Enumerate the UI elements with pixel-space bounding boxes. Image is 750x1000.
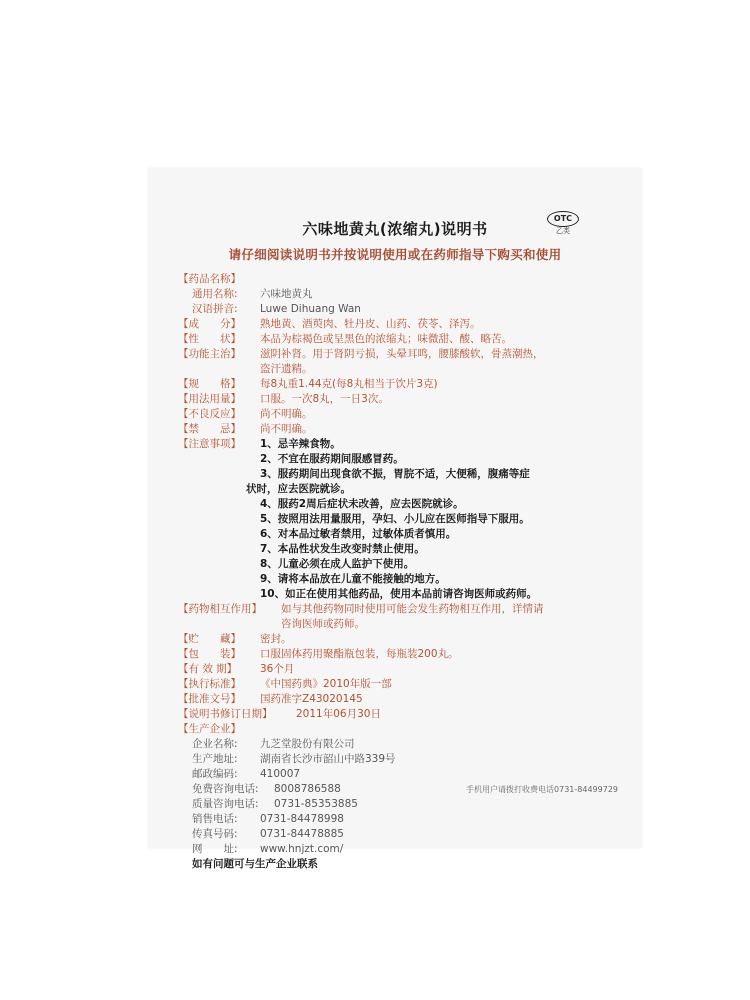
note-item: 5、按照用法用量服用，孕妇、小儿应在医师指导下服用。: [260, 513, 530, 525]
company-zip-row: [178, 767, 618, 782]
company-quality-row: [178, 797, 618, 812]
company-name-row: [178, 737, 618, 752]
storage-value: 密封。: [260, 633, 292, 645]
function-row: [178, 347, 618, 362]
package-value: 口服固体药用聚酯瓶包装，每瓶装200丸。: [260, 648, 459, 660]
note-item: 7、本品性状发生改变时禁止使用。: [260, 543, 425, 555]
contra-row: [178, 422, 618, 437]
company-web-label: 网 址:: [192, 843, 238, 855]
otc-mark: OTC: [547, 211, 579, 227]
adverse-label: 【不良反应】: [178, 408, 241, 420]
manufacturer-label: 【生产企业】: [178, 723, 241, 735]
note-item: 2、不宜在服药期间服感冒药。: [260, 453, 404, 465]
dosage-value: 口服。一次8丸，一日3次。: [260, 393, 389, 405]
company-fax-value: 0731-84478885: [260, 828, 344, 840]
note-item: 10、如正在使用其他药品，使用本品前请咨询医师或药师。: [260, 588, 538, 600]
validity-value: 36个月: [260, 663, 295, 675]
standard-value: 《中国药典》2010年版一部: [260, 678, 392, 690]
note-item: 状时，应去医院就诊。: [246, 483, 351, 495]
sections-body: [178, 272, 618, 872]
standard-label: 【执行标准】: [178, 678, 241, 690]
company-sales-label: 销售电话:: [192, 813, 238, 825]
note-item: 1、忌辛辣食物。: [260, 438, 341, 450]
adverse-value: 尚不明确。: [260, 408, 313, 420]
storage-label: 【贮 藏】: [178, 633, 241, 645]
spec-row: [178, 377, 618, 392]
instruction-sheet: [148, 168, 642, 870]
note-item: 4、服药2周后症状未改善，应去医院就诊。: [260, 498, 464, 510]
property-label: 【性 状】: [178, 333, 241, 345]
ingredients-label: 【成 分】: [178, 318, 241, 330]
notes-row: [178, 437, 618, 452]
pinyin-label: 汉语拼音:: [192, 303, 238, 315]
usage-warning: 请仔细阅读说明书并按说明使用或在药师指导下购买和使用: [228, 247, 562, 262]
contact-footer: 如有问题可与生产企业联系: [192, 858, 318, 870]
standard-row: [178, 677, 618, 692]
interaction-label: 【药物相互作用】: [178, 603, 262, 615]
company-hotline-label: 免费咨询电话:: [192, 783, 259, 795]
company-address-value: 湖南省长沙市韶山中路339号: [260, 753, 396, 765]
otc-badge: [544, 206, 582, 236]
company-zip-value: 410007: [260, 768, 301, 780]
note-item: 9、请将本品放在儿童不能接触的地方。: [260, 573, 446, 585]
company-sales-value: 0731-84478998: [260, 813, 344, 825]
common-name-value: 六味地黄丸: [260, 288, 313, 300]
drug-name-label: 【药品名称】: [178, 273, 241, 285]
spec-value: 每8丸重1.44克(每8丸相当于饮片3克): [260, 378, 438, 390]
otc-category: 乙类: [556, 227, 570, 235]
interaction-row-2: [178, 617, 618, 632]
company-address-label: 生产地址:: [192, 753, 238, 765]
common-name-row: [178, 287, 618, 302]
package-row: [178, 647, 618, 662]
spec-label: 【规 格】: [178, 378, 241, 390]
manufacturer-row: [178, 722, 618, 737]
storage-row: [178, 632, 618, 647]
ingredients-row: [178, 317, 618, 332]
company-fax-row: [178, 827, 618, 842]
validity-label: 【有 效 期】: [178, 663, 238, 675]
drug-name-row: [178, 272, 618, 287]
company-quality-label: 质量咨询电话:: [192, 798, 259, 810]
note-item: 8、儿童必须在成人监护下使用。: [260, 558, 415, 570]
validity-row: [178, 662, 618, 677]
common-name-label: 通用名称:: [192, 288, 238, 300]
property-value: 本品为棕褐色或呈黑色的浓缩丸；味微甜、酸、略苦。: [260, 333, 512, 345]
company-hotline-note: 手机用户请拨打收费电话0731-84499729: [466, 785, 618, 794]
company-name-label: 企业名称:: [192, 738, 238, 750]
interaction-value-1: 如与其他药物同时使用可能会发生药物相互作用，详情请: [281, 603, 544, 615]
property-row: [178, 332, 618, 347]
package-label: 【包 装】: [178, 648, 241, 660]
function-row-2: [178, 362, 618, 377]
company-web-value: www.hnjzt.com/: [260, 843, 344, 855]
interaction-value-2: 咨询医师或药师。: [281, 618, 365, 630]
company-fax-label: 传真号码:: [192, 828, 238, 840]
approval-value: 国药准字Z43020145: [260, 693, 363, 705]
pinyin-row: [178, 302, 618, 317]
function-label: 【功能主治】: [178, 348, 241, 360]
company-address-row: [178, 752, 618, 767]
company-hotline-value: 8008786588: [274, 783, 341, 795]
company-sales-row: [178, 812, 618, 827]
notes-label: 【注意事项】: [178, 438, 241, 450]
function-value-1: 滋阴补肾。用于肾阴亏损，头晕耳鸣，腰膝酸软，骨蒸潮热，: [260, 348, 544, 360]
revision-row: [178, 707, 618, 722]
approval-row: [178, 692, 618, 707]
company-web-row: [178, 842, 618, 857]
company-zip-label: 邮政编码:: [192, 768, 238, 780]
contra-value: 尚不明确。: [260, 423, 313, 435]
company-quality-value: 0731-85353885: [274, 798, 358, 810]
note-item: 6、对本品过敏者禁用，过敏体质者慎用。: [260, 528, 457, 540]
revision-label: 【说明书修订日期】: [178, 708, 273, 720]
company-name-value: 九芝堂股份有限公司: [260, 738, 355, 750]
adverse-row: [178, 407, 618, 422]
pinyin-value: Luwe Dihuang Wan: [260, 303, 361, 315]
interaction-row: [178, 602, 618, 617]
contra-label: 【禁 忌】: [178, 423, 241, 435]
approval-label: 【批准文号】: [178, 693, 241, 705]
function-value-2: 盗汗遗精。: [260, 363, 313, 375]
document-title: 六味地黄丸(浓缩丸)说明书: [302, 220, 488, 238]
dosage-label: 【用法用量】: [178, 393, 241, 405]
note-item: 3、服药期间出现食欲不振，胃脘不适，大便稀，腹痛等症: [260, 468, 530, 480]
dosage-row: [178, 392, 618, 407]
ingredients-value: 熟地黄、酒萸肉、牡丹皮、山药、茯苓、泽泻。: [260, 318, 481, 330]
revision-value: 2011年06月30日: [296, 708, 381, 720]
company-hotline-row: [178, 782, 618, 797]
